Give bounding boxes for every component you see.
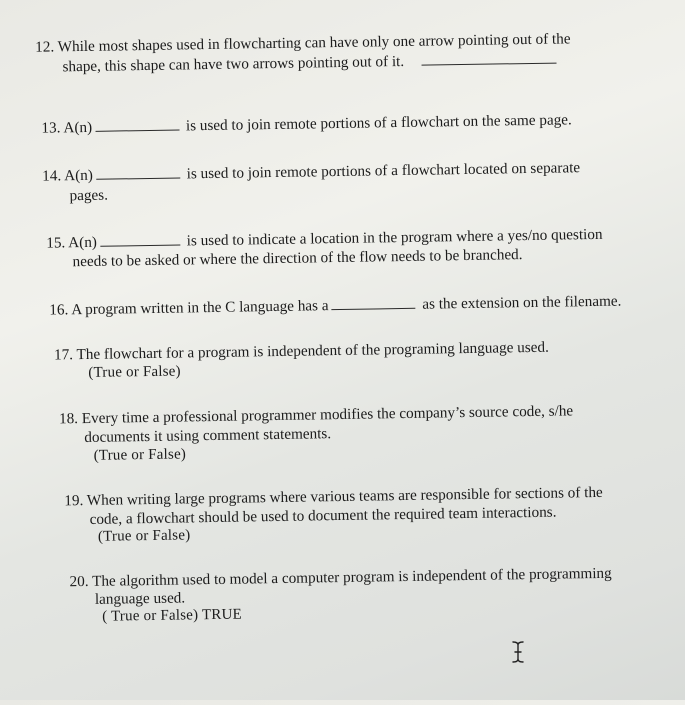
- answer-blank[interactable]: [100, 233, 180, 247]
- question-text: needs to be asked or where the direction of the flow needs to be branched.: [72, 246, 523, 271]
- true-false-choice[interactable]: (True or False): [97, 527, 191, 545]
- question-13: [41, 110, 572, 137]
- question-17: [54, 338, 549, 365]
- question-post: is used to join remote portions of a flowchart located on separate: [186, 159, 581, 183]
- question-text: The flowchart for a program is independent of the programing language used.: [76, 338, 549, 364]
- question-text: Every time a professional programmer modifies the company’s source code, s/he: [81, 402, 574, 428]
- question-number: 14.: [42, 167, 62, 185]
- question-post: is used to join remote portions of a flowchart on the same page.: [185, 111, 572, 135]
- text-cursor-icon: [510, 640, 526, 664]
- question-text: language used.: [94, 589, 186, 608]
- question-number: 20.: [69, 572, 89, 591]
- question-16: [49, 292, 621, 320]
- question-number: 19.: [64, 492, 84, 510]
- answer-blank[interactable]: [331, 296, 415, 310]
- question-number: 15.: [46, 234, 66, 252]
- question-pre: A(n): [68, 233, 98, 252]
- question-post: is used to indicate a location in the program where a yes/no question: [186, 225, 603, 250]
- true-false-choice[interactable]: ( True or False) TRUE: [102, 606, 243, 625]
- question-pre: A(n): [63, 118, 93, 137]
- question-post: as the extension on the filename.: [422, 292, 622, 313]
- question-14: [42, 158, 580, 185]
- answer-blank[interactable]: [422, 51, 557, 66]
- question-number: 17.: [53, 346, 74, 364]
- question-20: [69, 564, 611, 592]
- true-false-choice[interactable]: (True or False): [88, 363, 181, 381]
- question-text: When writing large programs where various teams are responsible for sections of the: [86, 483, 603, 509]
- question-text: documents it using comment statements.: [84, 425, 332, 447]
- question-pre: A(n): [64, 166, 94, 185]
- question-pre: A program written in the C language has a: [71, 297, 329, 319]
- true-false-choice[interactable]: (True or False): [93, 446, 187, 464]
- question-number: 13.: [41, 119, 61, 137]
- question-18-line2: [84, 424, 331, 447]
- answer-blank[interactable]: [95, 118, 179, 132]
- answer-blank[interactable]: [96, 165, 180, 179]
- question-number: 12.: [35, 38, 55, 56]
- question-text: The algorithm used to model a computer program is independent of the programming: [91, 564, 612, 590]
- question-14-line2: [69, 186, 108, 206]
- question-text: shape, this shape can have two arrows pointing out of it.: [62, 52, 405, 76]
- question-number: 18.: [58, 410, 79, 428]
- question-number: 16.: [49, 301, 69, 319]
- question-text: pages.: [69, 186, 109, 205]
- question-text: code, a flowchart should be used to document the required team interactions.: [89, 503, 557, 528]
- question-text: While most shapes used in flowcharting can have only one arrow pointing out of the: [57, 30, 571, 56]
